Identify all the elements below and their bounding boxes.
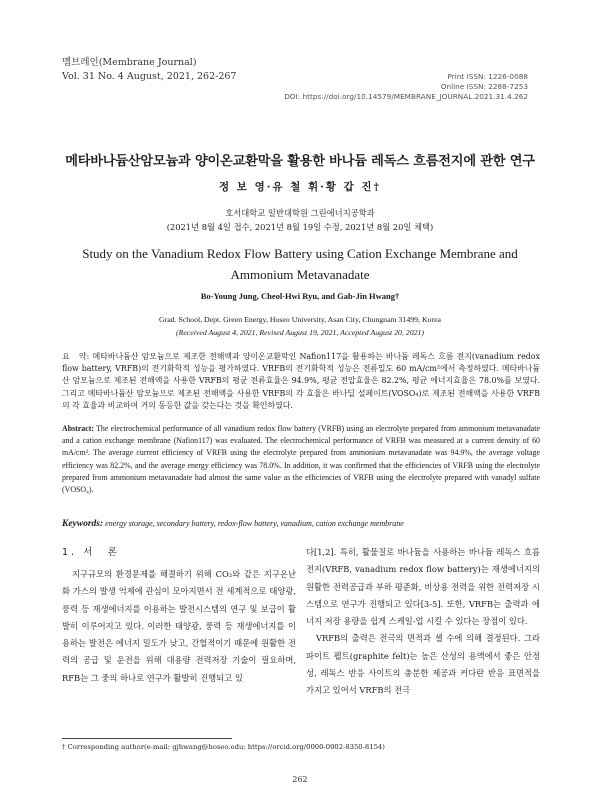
intro-paragraph-2: VRFB의 출력은 전극의 면적과 셀 수에 의해 결정된다. 그라파이트 펠트(graphite felt)는 높은 산성의 용액에서 좋은 안정성, 레독스 반응 사이트의 충분한 제공과 커다란 반응 표면적을 가지고 있어서 VRFB의 전극 <box>306 633 540 696</box>
online-issn: Online ISSN: 2288-7253 <box>440 82 528 91</box>
title-english-line1: Study on the Vanadium Redox Flow Battery using Cation Exchange Membrane and <box>82 246 518 261</box>
abstract-korean <box>62 351 540 412</box>
page-number: 262 <box>292 775 308 784</box>
keywords-label: Keywords: <box>62 519 104 529</box>
dates-korean: (2021년 8월 4일 접수, 2021년 8월 19일 수정, 2021년 8월 20일 채택) <box>166 222 434 232</box>
abstract-korean-text: 메타바나듐산 암모늄으로 제조한 전해액과 양이온교환막인 Nafion117을 활용하는 바나듐 레독스 흐름 전지(vanadium redox flow battery, VRFB)의 전기화학적 성능을 평가하였다. VRFB의 전기화학적 성능은 전류밀도 60 mA/cm²에서 측정하였다. 메타바나듐산 암모늄으로 제조된 전해액을 사용한 VRFB의 평균 전류효율은 94.9%, 평균 전압효율은 82.2%, 평균 에너지효율은 78.0%를 보였다. 그리고 메타바나듐산 암모늄으로 제조된 전해액을 사용한 VRFB의 각 효율은 바나딜 설페이트(VOSO₄)로 제조된 전해액을 사용한 VRFB의 각 효율과 비교하여 거의 동등한 값을 갖는다는 것을 확인하였다. <box>62 352 540 410</box>
section-heading-introduction: 1. 서 론 <box>62 547 120 558</box>
affiliation-korean: 호서대학교 일반대학원 그린에너지공학과 <box>225 208 375 218</box>
journal-name: 멤브레인(Membrane Journal) <box>62 57 197 68</box>
title-english <box>40 243 560 285</box>
intro-paragraph: 지구규모의 환경문제를 해결하기 위해 CO₂와 같은 지구온난화 가스의 발생 억제에 관심이 모아지면서 전 세계적으로 태양광, 풍력 등 재생에너지를 이용하는 발전시스템의 연구 및 보급이 활발히 이루어지고 있다. 이러한 태양광, 풍력 등 재생에너지를 이용하는 발전은 에너지 밀도가 낮고, 간헐적이기 때문에 원활한 전력의 공급 및 운전을 위해 대용량 전력저장 기술이 필요하며, RFB는 그 중의 하나로 연구가 활발히 진행되고 있 <box>62 569 296 683</box>
keywords-text: energy storage, secondary battery, redox-flow battery, vanadium, cation exchange membrane <box>105 519 404 528</box>
affiliation-english-block <box>0 313 600 339</box>
corresponding-author-footnote: † Corresponding author(e-mail: gjhwang@hoseo.edu; https://orcid.org/0000-0002-8350-8154) <box>62 743 385 751</box>
doi-link[interactable]: DOI: https://doi.org/10.14579/MEMBRANE_JOURNAL.2021.31.4.262 <box>284 92 528 101</box>
authors-korean: 정 보 영·유 철 휘·황 갑 진† <box>218 181 382 193</box>
authors-english: Bo-Young Jung, Cheol-Hwi Ryu, and Gab-Jin Hwang† <box>200 291 400 301</box>
abstract-english-label: Abstract: <box>62 424 94 433</box>
abstract-english <box>62 423 540 496</box>
keywords <box>62 519 540 529</box>
footnote-divider <box>62 738 232 739</box>
affiliation-korean-block <box>0 206 600 234</box>
title-korean: 메타바나듐산암모늄과 양이온교환막을 활용한 바나듐 레독스 흐름전지에 관한 연구 <box>65 154 535 169</box>
title-english-line2: Ammonium Metavanadate <box>230 267 370 282</box>
affiliation-english: Grad. School, Dept. Green Energy, Hoseo University, Asan City, Chungnam 31499, Korea <box>158 315 441 324</box>
left-column <box>62 566 296 687</box>
print-issn: Print ISSN: 1226-0088 <box>447 72 528 81</box>
journal-volume: Vol. 31 No. 4 August, 2021, 262-267 <box>62 71 237 82</box>
journal-info <box>62 56 236 84</box>
right-column <box>306 544 540 700</box>
issn-block <box>284 72 528 102</box>
intro-paragraph-continued: 다[1,2]. 특히, 활물질로 바나듐을 사용하는 바나듐 레독스 흐름 전지(VRFB, vanadium redox flow battery)는 재생에너지의 원활한 전력공급과 부하 평준화, 비상용 전력을 위한 전력저장 시스템으로 연구가 진행되고 있다[3-5]. 또한, VRFB는 출력과 에너지 저장 용량을 쉽게 스케일-업 시킬 수 있다는 장점이 있다. <box>306 547 540 627</box>
dates-english: (Received August 4, 2021, Revised August 19, 2021, Accepted August 20, 2021) <box>175 328 424 337</box>
abstract-korean-label: 요 약: <box>62 352 90 361</box>
abstract-english-text: The electrochemical performance of all vanadium redox flow battery (VRFB) using an electrolyte prepared from ammonium metavanadate and a cation exchange membrane (Nafion117) was evaluated. The electrochemical performance of VRFB was measured at a current density of 60 mA/cm². The average current efficiency of VRFB using the electrolyte prepared from ammonium metavanadate was 94.9%, the average voltage efficiency was 82.2%, and the average energy efficiency was 78.0%. In addition, it was confirmed that the efficiencies of VRFB using the electrolyte prepared from ammonium metavanadate had almost the same value as the efficiencies of VRFB using the electrolyte prepared with vanadyl sulfate (VOSO₄). <box>62 424 540 495</box>
